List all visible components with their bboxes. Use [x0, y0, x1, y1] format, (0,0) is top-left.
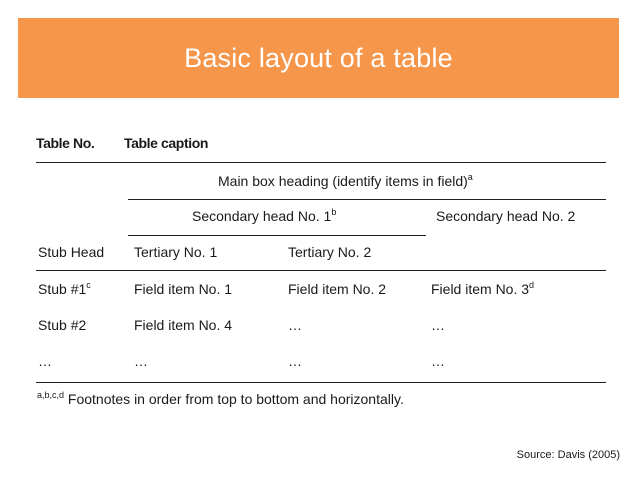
rule-bottom — [36, 382, 606, 383]
tertiary-head-2: Tertiary No. 2 — [288, 244, 372, 260]
secondary-head-2: Secondary head No. 2 — [436, 208, 576, 224]
rule-under-headers — [36, 270, 606, 271]
table-row-1-stub: Stub #1$^c$ — [38, 280, 91, 297]
table-row-2-stub: Stub #2 — [38, 317, 87, 333]
table-row-2-cell-2: … — [288, 317, 302, 333]
table-number: Table No. — [36, 135, 95, 151]
title-banner — [18, 18, 619, 98]
table-row-3-cell-2: … — [288, 353, 302, 369]
table-row-1-cell-1: Field item No. 1 — [134, 281, 233, 297]
slide-title: Basic layout of a table — [184, 42, 453, 73]
table-row-1-cell-2: Field item No. 2 — [288, 281, 387, 297]
rule-top — [36, 162, 606, 163]
tertiary-head-1: Tertiary No. 1 — [134, 244, 218, 260]
table-row-3-stub: … — [38, 353, 52, 369]
secondary-head-1: Secondary head No. 1$^b$ — [192, 207, 337, 224]
table-row-2-cell-3: … — [431, 317, 445, 333]
table-row-3-cell-1: … — [134, 353, 148, 369]
table-footnote: $^{a,b,c,d}$ Footnotes in order from top to bottom and horizontally. — [37, 390, 404, 407]
main-box-heading: Main box heading (identify items in field)$^a$ — [218, 172, 473, 189]
rule-under-secondary-1 — [128, 235, 426, 236]
table-row-1-cell-3: Field item No. 3$^d$ — [431, 280, 535, 297]
table-row-2-cell-1: Field item No. 4 — [134, 317, 233, 333]
rule-under-main-box — [128, 199, 606, 200]
source-citation: Source: Davis (2005) — [516, 449, 620, 461]
table-caption: Table caption — [124, 135, 208, 151]
table-row-3-cell-3: … — [431, 353, 445, 369]
stub-head: Stub Head — [38, 244, 105, 260]
